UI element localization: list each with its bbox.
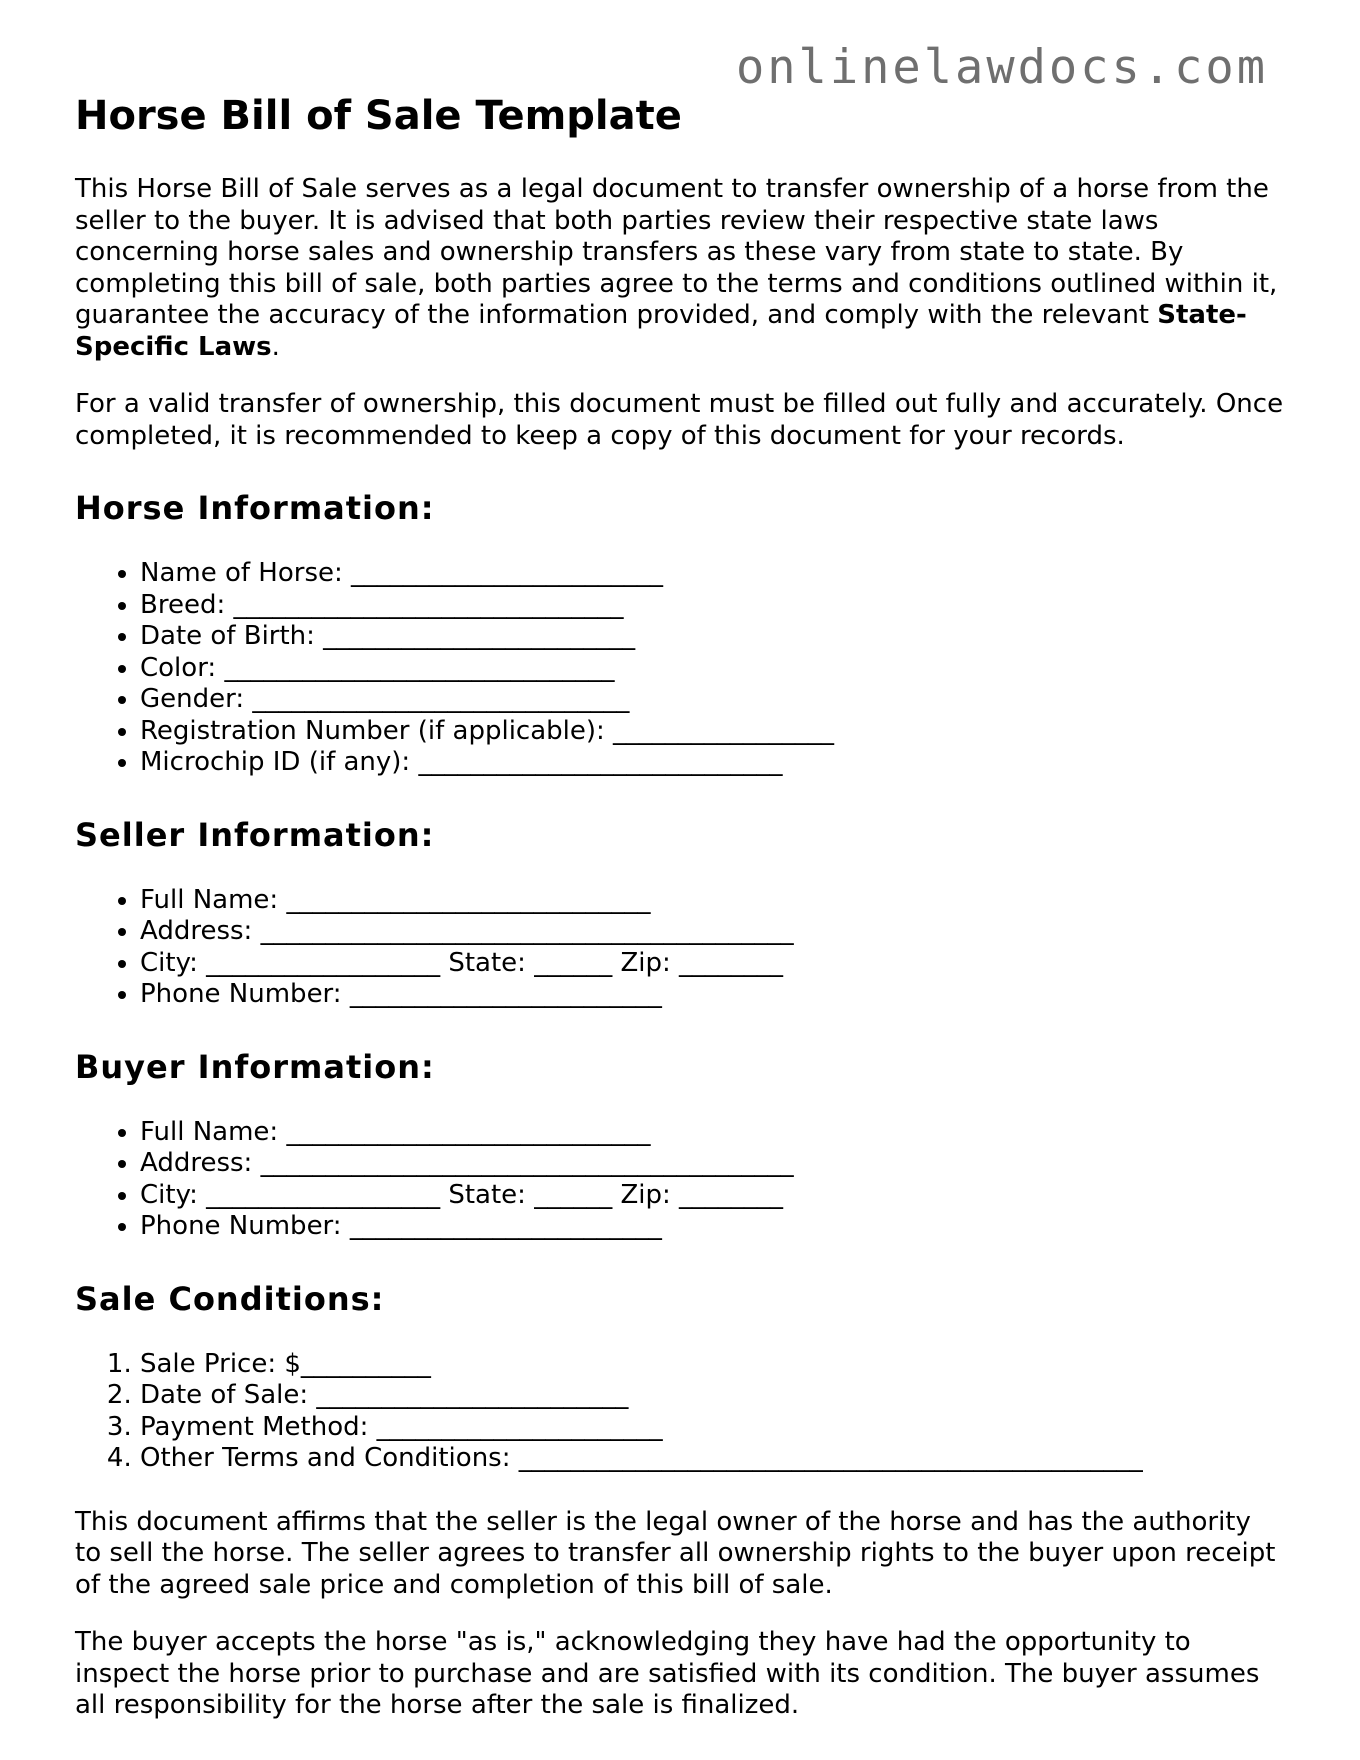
document xyxy=(75,88,1285,1748)
seller-info-list xyxy=(75,885,1285,1011)
other-terms-field[interactable]: 4. Other Terms and Conditions: ________________________________________________ xyxy=(140,1443,1285,1475)
horse-breed-field[interactable]: • Breed: ______________________________ xyxy=(140,590,1285,622)
intro-paragraph-2: For a valid transfer of ownership, this document must be filled out fully and accurately. Once completed, it is recommended to keep a copy of this document for your records. xyxy=(75,389,1284,451)
buyer-info-list xyxy=(75,1117,1285,1243)
closing-paragraph-1: This document affirms that the seller is the legal owner of the horse and has the authority to sell the horse. The seller agrees to transfer all ownership rights to the buyer upon receipt of the agreed sale price and completion of this bill of sale. xyxy=(75,1506,1276,1600)
buyer-info-heading: Buyer Information: xyxy=(75,1047,435,1086)
buyer-name-field[interactable]: • Full Name: ____________________________ xyxy=(140,1117,1285,1149)
closing-paragraph-2: The buyer accepts the horse "as is," acknowledging they have had the opportunity to inspect the horse prior to purchase and are satisfied with its condition. The buyer assumes all responsibility for the horse after the sale is finalized. xyxy=(75,1627,1260,1720)
payment-method-field[interactable]: 3. Payment Method: ______________________ xyxy=(140,1412,1285,1444)
seller-info-heading: Seller Information: xyxy=(75,815,435,854)
intro-end: . xyxy=(271,331,280,362)
watermark: onlinelawdocs.com xyxy=(735,40,1268,95)
state-laws-bold: State-Specific Laws xyxy=(75,300,1247,362)
seller-address-field[interactable]: • Address: _________________________________________ xyxy=(140,916,1285,948)
sale-conditions-list xyxy=(75,1349,1285,1475)
page-title: Horse Bill of Sale Template xyxy=(75,93,682,139)
horse-name-field[interactable]: • Name of Horse: ________________________ xyxy=(140,558,1285,590)
buyer-address-field[interactable]: • Address: _________________________________________ xyxy=(140,1148,1285,1180)
horse-registration-field[interactable]: • Registration Number (if applicable): _________________ xyxy=(140,716,1285,748)
horse-gender-field[interactable]: • Gender: _____________________________ xyxy=(140,684,1285,716)
horse-dob-field[interactable]: • Date of Birth: ________________________ xyxy=(140,621,1285,653)
sale-conditions-heading: Sale Conditions: xyxy=(75,1279,385,1318)
horse-color-field[interactable]: • Color: ______________________________ xyxy=(140,653,1285,685)
sale-date-field[interactable]: 2. Date of Sale: ________________________ xyxy=(140,1380,1285,1412)
sale-price-field[interactable]: 1. Sale Price: $__________ xyxy=(140,1349,1285,1381)
intro-paragraph xyxy=(75,174,1285,363)
intro-text: This Horse Bill of Sale serves as a legal document to transfer ownership of a horse from the seller to the buyer. It is advised that both parties review their respective state laws concerning horse sales and ownership transfers as these vary from state to state. By completing this bill of sale, both parties agree to the terms and conditions outlined within it, guarantee the accuracy of the information provided, and comply with the relevant xyxy=(75,174,1278,330)
seller-name-field[interactable]: • Full Name: ____________________________ xyxy=(140,885,1285,917)
horse-microchip-field[interactable]: • Microchip ID (if any): ____________________________ xyxy=(140,747,1285,779)
buyer-city-state-zip-field[interactable]: • City: __________________ State: ______ Zip: ________ xyxy=(140,1180,1285,1212)
horse-info-heading: Horse Information: xyxy=(75,489,435,527)
buyer-phone-field[interactable]: • Phone Number: ________________________ xyxy=(140,1211,1285,1243)
seller-city-state-zip-field[interactable]: • City: __________________ State: ______ Zip: ________ xyxy=(140,948,1285,980)
horse-info-list xyxy=(75,558,1285,779)
seller-phone-field[interactable]: • Phone Number: ________________________ xyxy=(140,979,1285,1011)
